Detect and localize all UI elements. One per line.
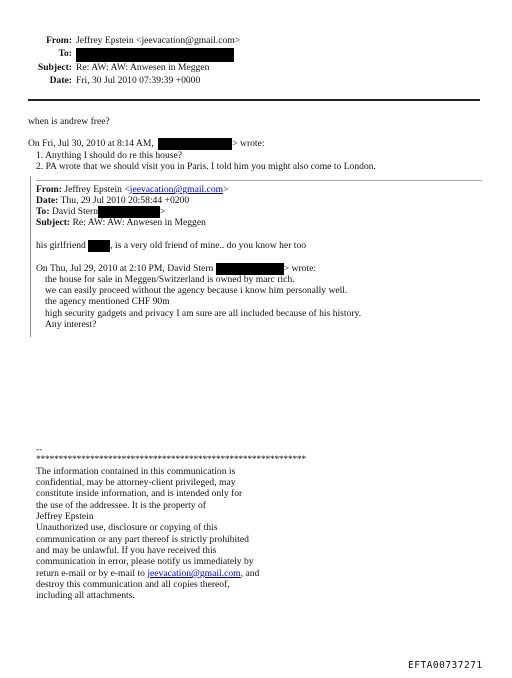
reply1-item-1: 1. Anything I should do re this house? (36, 150, 183, 161)
from-value: Jeffrey Epstein <jeevacation@gmail.com> (76, 35, 241, 46)
document-id: EFTA00737271 (408, 660, 483, 671)
quoted-subject (36, 217, 206, 229)
quoted-to-close: > (160, 206, 166, 218)
disclaimer-line: the use of the addressee. It is the property of (36, 500, 206, 511)
return-suffix: , and (240, 568, 260, 579)
reply2-line-2: we can easily proceed without the agency because i know him personally well. (45, 285, 348, 296)
quoted-date (36, 195, 189, 207)
quoted-from-close: > (223, 184, 229, 195)
quote-bar (30, 176, 31, 337)
quoted-date-value: Thu, 29 Jul 2010 20:58:44 +0200 (60, 195, 190, 206)
signature-dash: -- (36, 444, 43, 455)
reply2-line-4: high security gadgets and privacy I am sure are all included because of his history. (45, 308, 362, 319)
reply2-line-1: the house for sale in Meggen/Switzerland is owned by marc rich. (45, 274, 295, 285)
quoted-subject-value: Re: AW: AW: Anwesen in Meggen (72, 217, 206, 228)
stars-line: ************************************************************ (36, 454, 306, 465)
quoted-subject-label: Subject: (36, 217, 71, 228)
reply1-attribution (28, 138, 265, 150)
disclaimer-line: confidential, may be attorney-client privileged, may (36, 477, 236, 488)
quoted-to-label: To: (36, 206, 50, 218)
quoted-date-label: Date: (36, 195, 59, 206)
body-line-1: when is andrew free? (28, 116, 110, 127)
disclaimer-line: The information contained in this communication is (36, 466, 236, 477)
disclaimer-line: Unauthorized use, disclosure or copying of this (36, 522, 218, 533)
disclaimer-line: communication or any part thereof is strictly prohibited (36, 534, 249, 545)
reply2-prefix: On Thu, Jul 29, 2010 at 2:10 PM, David Stern (36, 263, 214, 275)
quoted-from-email-link[interactable]: jeevacation@gmail.com (129, 184, 224, 195)
disclaimer-line: and may be unlawful. If you have received this (36, 545, 217, 556)
quoted-from-label: From: (36, 184, 62, 195)
reply2-line-5: Any interest? (45, 319, 97, 330)
from-label: From: (46, 35, 72, 46)
header-divider (28, 99, 480, 101)
disclaimer-line: including all attachments. (36, 590, 135, 601)
redaction-block (88, 240, 110, 252)
subject-value: Re: AW: AW: Anwesen in Meggen (76, 62, 210, 73)
return-email-link[interactable]: jeevacation@gmail.com (147, 568, 241, 579)
girlfriend-line (36, 240, 306, 252)
date-label: Date: (49, 75, 72, 86)
disclaimer-return-line (36, 568, 259, 580)
quoted-from-name: Jeffrey Epstein < (64, 184, 130, 195)
reply2-line-3: the agency mentioned CHF 90m (45, 296, 170, 307)
disclaimer-line: communication in error, please notify us immediately by (36, 556, 254, 567)
disclaimer-line: destroy this communication and all copies thereof, (36, 579, 230, 590)
to-label: To: (58, 48, 72, 59)
quoted-to-value: David Stern (51, 206, 99, 218)
disclaimer-line: constitute inside information, and is intended only for (36, 488, 243, 499)
girlfriend-suffix: , is a very old friend of mine.. do you know her too (110, 240, 307, 252)
reply1-prefix: On Fri, Jul 30, 2010 at 8:14 AM, (28, 138, 154, 150)
reply2-suffix: > wrote: (283, 263, 317, 275)
return-prefix: return e-mail or by e-mail to (36, 568, 148, 579)
reply1-suffix: > wrote: (232, 138, 265, 150)
subject-label: Subject: (37, 62, 72, 73)
redaction-block (158, 138, 232, 150)
quoted-from (36, 184, 229, 196)
date-value: Fri, 30 Jul 2010 07:39:39 +0000 (76, 75, 201, 86)
quote-separator (36, 180, 482, 181)
girlfriend-prefix: his girlfriend (36, 240, 86, 252)
disclaimer-line: Jeffrey Epstein (36, 511, 94, 522)
reply1-item-2: 2. PA wrote that we should visit you in Paris. I told him you might also come to London. (36, 161, 376, 172)
